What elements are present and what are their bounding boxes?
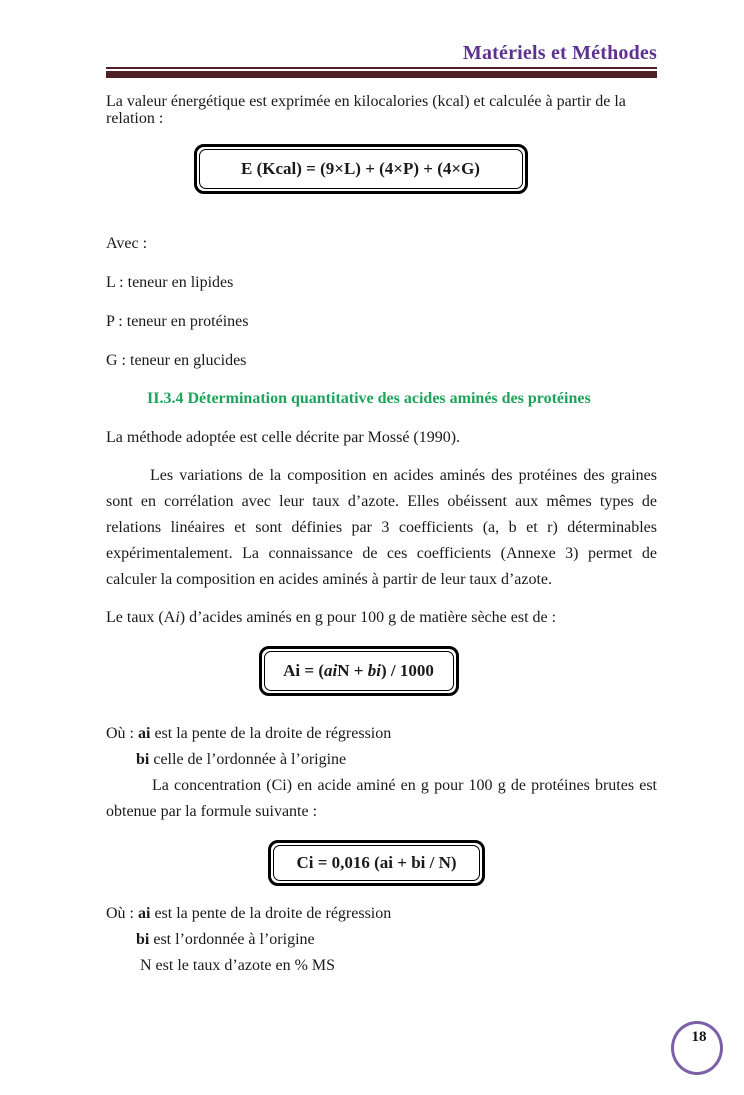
ou2-text-ai: est la pente de la droite de régression [150,905,392,922]
method-sentence: La méthode adoptée est celle décrite par Mossé (1990). [106,429,461,446]
ai-formula-italic-ai: ai [324,661,338,680]
ci-formula-box [268,840,485,886]
ci-formula-row [106,840,657,886]
energy-formula-row [106,144,657,194]
energy-formula-text: E (Kcal) = (9×L) + (4×P) + (4×G) [199,149,523,189]
regression-definitions-block-1 [106,721,657,825]
variations-paragraph: Les variations de la composition en acides aminés des protéines des graines sont en corrélation avec leur taux d’azote. Elles obéissent aux mêmes types de relations linéaires et sont définies par 3 coefficients (a, b et r) déterminables expérimentalement. La connaissance de ces coefficients (Annexe 3) permet de calculer la composition en acides aminés à partir de leur taux d’azote. [106,467,657,588]
ou2-line-n: N est le taux d’azote en % MS [140,957,336,974]
ai-formula-italic-bi: bi [367,661,381,680]
taux-sentence-italic-i: i [175,609,180,626]
intro-sentence: La valeur énergétique est exprimée en kilocalories (kcal) et calculée à partir de la relation : [106,93,626,127]
ou2-var-bi: bi [136,931,150,948]
ou1-line-ai [106,721,657,747]
ou1-prefix: Où : [106,725,138,742]
avec-label: Avec : [106,235,148,252]
definition-proteines: P : teneur en protéines [106,313,249,330]
ou1-var-bi: bi [136,751,150,768]
ou1-var-ai: ai [138,725,151,742]
header-divider-thick-line [106,71,657,78]
concentration-paragraph: La concentration (Ci) en acide aminé en g pour 100 g de protéines brutes est obtenue par la formule suivante : [106,777,657,820]
page-number-badge [671,1021,723,1075]
ai-formula-s1: Ai = ( [283,661,325,680]
ai-formula-box [259,646,459,696]
definition-lipides: L : teneur en lipides [106,274,234,291]
ou2-line-ai [106,901,657,927]
taux-sentence-pre: Le taux (A [106,609,176,626]
ou1-line-bi [106,747,657,773]
ou2-var-ai: ai [138,905,151,922]
page-title: Matériels et Méthodes [462,42,657,64]
ai-formula-text [264,651,454,691]
ci-formula-text: Ci = 0,016 (ai + bi / N) [273,845,480,881]
definition-glucides: G : teneur en glucides [106,352,247,369]
header-divider [106,67,657,78]
regression-definitions-block-2 [106,901,657,979]
energy-formula-box [194,144,528,194]
document-page [0,42,744,1095]
ou2-line-bi [106,927,657,953]
page-number: 18 [691,1029,707,1045]
ou2-text-bi: est l’ordonnée à l’origine [149,931,315,948]
ai-formula-s2: N + [337,661,368,680]
ou2-prefix: Où : [106,905,138,922]
ou1-text-ai: est la pente de la droite de régression [150,725,392,742]
ai-formula-row [106,646,657,696]
taux-sentence-post: ) d’acides aminés en g pour 100 g de matière sèche est de : [179,609,557,626]
section-heading-acides-amines: II.3.4 Détermination quantitative des acides aminés des protéines [147,390,591,407]
ou1-text-bi: celle de l’ordonnée à l’origine [149,751,347,768]
ai-formula-s3: ) / 1000 [380,661,434,680]
taux-sentence [106,609,657,626]
